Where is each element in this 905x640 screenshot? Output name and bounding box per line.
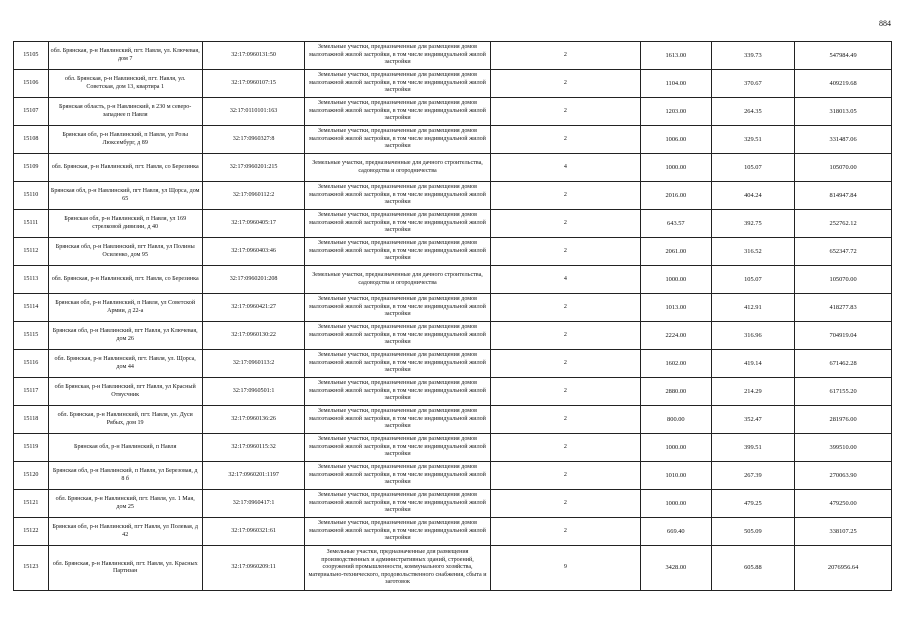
- area-cell: 1010.00: [641, 462, 711, 490]
- land-use-cell: Земельные участки, предназначенные для размещения производственных и административных зданий, строений, сооружений промышленности, коммунального хозяйства, материально-технического, продовольственного снабжения, сбыта и заготовок: [305, 546, 490, 591]
- specific-value-cell: 105.07: [711, 266, 795, 294]
- specific-value-cell: 214.29: [711, 378, 795, 406]
- specific-value-cell: 329.51: [711, 126, 795, 154]
- cadastral-value-cell: 671462.28: [795, 350, 892, 378]
- use-group-cell: 2: [490, 238, 641, 266]
- cadastral-number-cell: 32:17:0960112:2: [202, 182, 305, 210]
- cadastral-value-cell: 409219.68: [795, 70, 892, 98]
- cadastral-number-cell: 32:17:0960417:1: [202, 490, 305, 518]
- land-registry-table: [13, 41, 892, 591]
- cadastral-number-cell: 32:17:0960421:27: [202, 294, 305, 322]
- cadastral-number-cell: 32:17:0110101:163: [202, 98, 305, 126]
- use-group-cell: 2: [490, 126, 641, 154]
- address-cell: обл. Брянская, р-н Навлинский, пгт. Навля, со Березинка: [48, 266, 202, 294]
- cadastral-value-cell: 652347.72: [795, 238, 892, 266]
- cadastral-number-cell: 32:17:0960201:208: [202, 266, 305, 294]
- table-row: [14, 70, 892, 98]
- area-cell: 1203.00: [641, 98, 711, 126]
- cadastral-value-cell: 331487.06: [795, 126, 892, 154]
- use-group-cell: 2: [490, 518, 641, 546]
- specific-value-cell: 479.25: [711, 490, 795, 518]
- cadastral-number-cell: 32:17:0960209:11: [202, 546, 305, 591]
- area-cell: 2061.00: [641, 238, 711, 266]
- address-cell: Брянская обл, р-н Навлинский, пгт Навля, ул Полевая, д 42: [48, 518, 202, 546]
- area-cell: 1000.00: [641, 434, 711, 462]
- area-cell: 800.00: [641, 406, 711, 434]
- use-group-cell: 2: [490, 210, 641, 238]
- specific-value-cell: 399.51: [711, 434, 795, 462]
- area-cell: 1000.00: [641, 154, 711, 182]
- specific-value-cell: 339.73: [711, 42, 795, 70]
- land-use-cell: Земельные участки, предназначенные для размещения домов малоэтажной жилой застройки, в том числе индивидуальной жилой застройки: [305, 434, 490, 462]
- row-number-cell: 15110: [14, 182, 49, 210]
- land-use-cell: Земельные участки, предназначенные для размещения домов малоэтажной жилой застройки, в том числе индивидуальной жилой застройки: [305, 294, 490, 322]
- table-row: [14, 518, 892, 546]
- row-number-cell: 15113: [14, 266, 49, 294]
- cadastral-number-cell: 32:17:0960327:8: [202, 126, 305, 154]
- row-number-cell: 15122: [14, 518, 49, 546]
- area-cell: 1013.00: [641, 294, 711, 322]
- cadastral-value-cell: 2076956.64: [795, 546, 892, 591]
- cadastral-value-cell: 270063.90: [795, 462, 892, 490]
- cadastral-number-cell: 32:17:0960130:22: [202, 322, 305, 350]
- use-group-cell: 2: [490, 294, 641, 322]
- row-number-cell: 15116: [14, 350, 49, 378]
- address-cell: Брянская обл, р-н Навлинский, пгт Навля, ул Ключевая, дом 26: [48, 322, 202, 350]
- cadastral-value-cell: 814947.84: [795, 182, 892, 210]
- specific-value-cell: 505.09: [711, 518, 795, 546]
- use-group-cell: 2: [490, 322, 641, 350]
- area-cell: 1104.00: [641, 70, 711, 98]
- cadastral-value-cell: 704919.04: [795, 322, 892, 350]
- page-number: 884: [879, 19, 891, 28]
- row-number-cell: 15112: [14, 238, 49, 266]
- cadastral-value-cell: 338107.25: [795, 518, 892, 546]
- address-cell: обл Брянская, р-н Навлинский, пгт Навля, ул Красный Отвусчник: [48, 378, 202, 406]
- row-number-cell: 15108: [14, 126, 49, 154]
- land-use-cell: Земельные участки, предназначенные для размещения домов малоэтажной жилой застройки, в том числе индивидуальной жилой застройки: [305, 518, 490, 546]
- cadastral-value-cell: 547984.49: [795, 42, 892, 70]
- use-group-cell: 2: [490, 434, 641, 462]
- land-use-cell: Земельные участки, предназначенные для дачного строительства, садоводства и огородничества: [305, 154, 490, 182]
- land-use-cell: Земельные участки, предназначенные для размещения домов малоэтажной жилой застройки, в том числе индивидуальной жилой застройки: [305, 126, 490, 154]
- land-use-cell: Земельные участки, предназначенные для размещения домов малоэтажной жилой застройки, в том числе индивидуальной жилой застройки: [305, 70, 490, 98]
- cadastral-value-cell: 399510.00: [795, 434, 892, 462]
- cadastral-value-cell: 105070.00: [795, 154, 892, 182]
- row-number-cell: 15118: [14, 406, 49, 434]
- address-cell: Брянская обл, р-н Навлинский, пгт Навля, ул Щорса, дом 65: [48, 182, 202, 210]
- cadastral-number-cell: 32:17:0960113:2: [202, 350, 305, 378]
- cadastral-number-cell: 32:17:0960136:26: [202, 406, 305, 434]
- land-use-cell: Земельные участки, предназначенные для размещения домов малоэтажной жилой застройки, в том числе индивидуальной жилой застройки: [305, 238, 490, 266]
- specific-value-cell: 370.67: [711, 70, 795, 98]
- area-cell: 669.40: [641, 518, 711, 546]
- use-group-cell: 2: [490, 378, 641, 406]
- address-cell: обл. Брянская, р-н Навлинский, пгт. Навля, ул. Щорса, дом 44: [48, 350, 202, 378]
- address-cell: обл. Брянская, р-н Навлинский, пгт. Навля, ул. Дуси Рябых, дом 19: [48, 406, 202, 434]
- specific-value-cell: 404.24: [711, 182, 795, 210]
- area-cell: 643.57: [641, 210, 711, 238]
- table-row: [14, 434, 892, 462]
- use-group-cell: 2: [490, 462, 641, 490]
- cadastral-number-cell: 32:17:0960501:1: [202, 378, 305, 406]
- land-use-cell: Земельные участки, предназначенные для размещения домов малоэтажной жилой застройки, в том числе индивидуальной жилой застройки: [305, 378, 490, 406]
- table-row: [14, 462, 892, 490]
- area-cell: 3428.00: [641, 546, 711, 591]
- row-number-cell: 15105: [14, 42, 49, 70]
- area-cell: 1613.00: [641, 42, 711, 70]
- cadastral-number-cell: 32:17:0960405:17: [202, 210, 305, 238]
- land-use-cell: Земельные участки, предназначенные для размещения домов малоэтажной жилой застройки, в том числе индивидуальной жилой застройки: [305, 490, 490, 518]
- row-number-cell: 15106: [14, 70, 49, 98]
- address-cell: обл. Брянская, р-н Навлинский, пгт. Навля, ул. 1 Мая, дом 25: [48, 490, 202, 518]
- area-cell: 2880.00: [641, 378, 711, 406]
- table-row: [14, 294, 892, 322]
- row-number-cell: 15114: [14, 294, 49, 322]
- row-number-cell: 15123: [14, 546, 49, 591]
- table-row: [14, 266, 892, 294]
- table-row: [14, 546, 892, 591]
- address-cell: Брянская обл, р-н Навлинский, п Навля, ул Советской Армии, д 22-а: [48, 294, 202, 322]
- land-use-cell: Земельные участки, предназначенные для размещения домов малоэтажной жилой застройки, в том числе индивидуальной жилой застройки: [305, 322, 490, 350]
- land-use-cell: Земельные участки, предназначенные для размещения домов малоэтажной жилой застройки, в том числе индивидуальной жилой застройки: [305, 350, 490, 378]
- table-row: [14, 378, 892, 406]
- specific-value-cell: 412.91: [711, 294, 795, 322]
- area-cell: 1000.00: [641, 490, 711, 518]
- table-row: [14, 238, 892, 266]
- table-row: [14, 42, 892, 70]
- cadastral-value-cell: 281976.00: [795, 406, 892, 434]
- row-number-cell: 15121: [14, 490, 49, 518]
- table-row: [14, 126, 892, 154]
- use-group-cell: 4: [490, 154, 641, 182]
- land-use-cell: Земельные участки, предназначенные для размещения домов малоэтажной жилой застройки, в том числе индивидуальной жилой застройки: [305, 210, 490, 238]
- row-number-cell: 15111: [14, 210, 49, 238]
- use-group-cell: 9: [490, 546, 641, 591]
- table-body: [14, 42, 892, 591]
- use-group-cell: 2: [490, 42, 641, 70]
- specific-value-cell: 264.35: [711, 98, 795, 126]
- address-cell: обл. Брянская, р-н Навлинский, пгт. Навля, ул. Красных Партизан: [48, 546, 202, 591]
- use-group-cell: 2: [490, 98, 641, 126]
- area-cell: 2224.00: [641, 322, 711, 350]
- table-row: [14, 182, 892, 210]
- use-group-cell: 2: [490, 70, 641, 98]
- row-number-cell: 15119: [14, 434, 49, 462]
- cadastral-value-cell: 418277.83: [795, 294, 892, 322]
- cadastral-number-cell: 32:17:0960321:61: [202, 518, 305, 546]
- area-cell: 1000.00: [641, 266, 711, 294]
- row-number-cell: 15107: [14, 98, 49, 126]
- table-row: [14, 322, 892, 350]
- address-cell: Брянская область, р-н Навлинский, в 230 м северо-западнее п Навля: [48, 98, 202, 126]
- cadastral-value-cell: 617155.20: [795, 378, 892, 406]
- specific-value-cell: 605.88: [711, 546, 795, 591]
- cadastral-number-cell: 32:17:0960201:1197: [202, 462, 305, 490]
- table-row: [14, 490, 892, 518]
- specific-value-cell: 105.07: [711, 154, 795, 182]
- specific-value-cell: 392.75: [711, 210, 795, 238]
- table-row: [14, 406, 892, 434]
- row-number-cell: 15115: [14, 322, 49, 350]
- address-cell: обл. Брянская, р-н Навлинский, пгт. Навля, ул. Ключевая, дом 7: [48, 42, 202, 70]
- cadastral-number-cell: 32:17:0960107:15: [202, 70, 305, 98]
- land-use-cell: Земельные участки, предназначенные для дачного строительства, садоводства и огородничества: [305, 266, 490, 294]
- land-use-cell: Земельные участки, предназначенные для размещения домов малоэтажной жилой застройки, в том числе индивидуальной жилой застройки: [305, 42, 490, 70]
- table-row: [14, 350, 892, 378]
- area-cell: 1006.00: [641, 126, 711, 154]
- address-cell: Брянская обл, р-н Навлинский, п Навля: [48, 434, 202, 462]
- address-cell: обл. Брянская, р-н Навлинский, пгт. Навля, со Березинка: [48, 154, 202, 182]
- address-cell: Брянская обл, р-н Навлинский, пгт Навля, ул Полины Осиленко, дом 95: [48, 238, 202, 266]
- address-cell: Брянская обл, р-н Навлинский, п Навля, ул 169 стрелковой дивизии, д 40: [48, 210, 202, 238]
- row-number-cell: 15109: [14, 154, 49, 182]
- land-use-cell: Земельные участки, предназначенные для размещения домов малоэтажной жилой застройки, в том числе индивидуальной жилой застройки: [305, 462, 490, 490]
- land-use-cell: Земельные участки, предназначенные для размещения домов малоэтажной жилой застройки, в том числе индивидуальной жилой застройки: [305, 406, 490, 434]
- cadastral-number-cell: 32:17:0960201:215: [202, 154, 305, 182]
- cadastral-number-cell: 32:17:0960131:50: [202, 42, 305, 70]
- use-group-cell: 2: [490, 350, 641, 378]
- cadastral-value-cell: 318013.05: [795, 98, 892, 126]
- specific-value-cell: 419.14: [711, 350, 795, 378]
- use-group-cell: 2: [490, 406, 641, 434]
- cadastral-number-cell: 32:17:0960403:46: [202, 238, 305, 266]
- specific-value-cell: 316.52: [711, 238, 795, 266]
- table-row: [14, 210, 892, 238]
- row-number-cell: 15120: [14, 462, 49, 490]
- cadastral-number-cell: 32:17:0960115:32: [202, 434, 305, 462]
- land-use-cell: Земельные участки, предназначенные для размещения домов малоэтажной жилой застройки, в том числе индивидуальной жилой застройки: [305, 98, 490, 126]
- row-number-cell: 15117: [14, 378, 49, 406]
- specific-value-cell: 352.47: [711, 406, 795, 434]
- land-use-cell: Земельные участки, предназначенные для размещения домов малоэтажной жилой застройки, в том числе индивидуальной жилой застройки: [305, 182, 490, 210]
- table-row: [14, 154, 892, 182]
- address-cell: Брянская обл, р-н Навлинский, п Навля, ул Розы Люксембург, д 89: [48, 126, 202, 154]
- cadastral-value-cell: 252762.12: [795, 210, 892, 238]
- specific-value-cell: 267.39: [711, 462, 795, 490]
- address-cell: обл. Брянская, р-н Навлинский, пгт. Навля, ул. Советская, дом 13, квартира 1: [48, 70, 202, 98]
- address-cell: Брянская обл, р-н Навлинский, п Навля, ул Березовая, д 8 б: [48, 462, 202, 490]
- use-group-cell: 4: [490, 266, 641, 294]
- cadastral-value-cell: 105070.00: [795, 266, 892, 294]
- table-row: [14, 98, 892, 126]
- use-group-cell: 2: [490, 490, 641, 518]
- specific-value-cell: 316.96: [711, 322, 795, 350]
- cadastral-value-cell: 479250.00: [795, 490, 892, 518]
- area-cell: 2016.00: [641, 182, 711, 210]
- area-cell: 1602.00: [641, 350, 711, 378]
- use-group-cell: 2: [490, 182, 641, 210]
